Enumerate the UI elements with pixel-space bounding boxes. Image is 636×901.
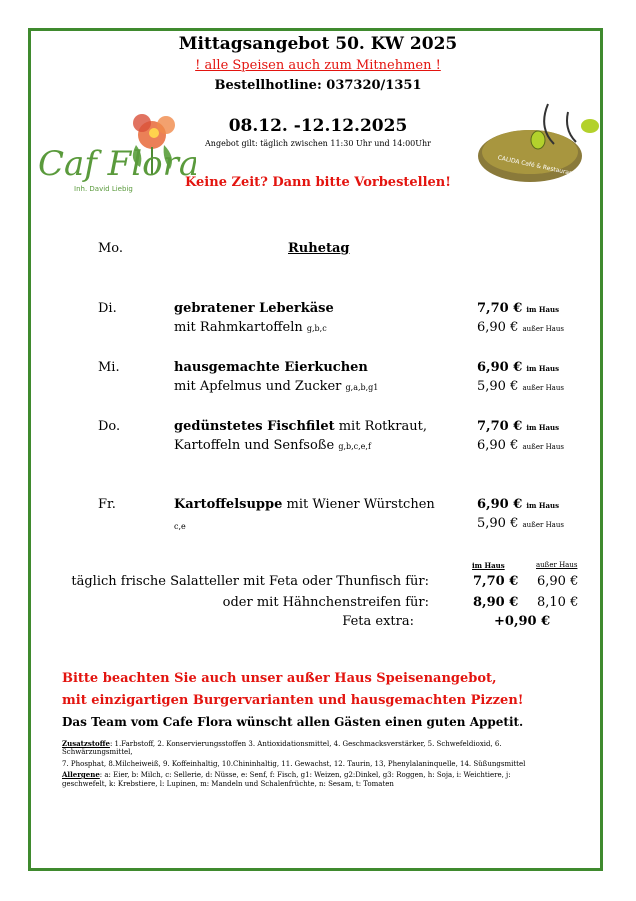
salad-head-in: im Haus (472, 561, 505, 570)
page-title: Mittagsangebot 50. KW 2025 (178, 34, 458, 54)
price-tuesday-in: 7,70 € im Haus (477, 301, 560, 316)
preorder-notice: Keine Zeit? Dann bitte Vorbestellen! (185, 175, 451, 190)
svg-text:CALIDA Café & Restaurant: CALIDA Café & Restaurant (497, 154, 576, 178)
day-monday: Mo. (98, 241, 124, 256)
dish-friday-name: Kartoffelsuppe mit Wiener Würstchen (174, 497, 435, 512)
dish-thursday-name: gedünstetes Fischfilet mit Rotkraut, (174, 419, 427, 434)
price-tuesday-out: 6,90 € außer Haus (477, 320, 564, 335)
price-wednesday-in: 6,90 € im Haus (477, 360, 560, 375)
price-friday-in: 6,90 € im Haus (477, 497, 560, 512)
salad-row-2-label: oder mit Hähnchenstreifen für: (222, 595, 429, 610)
salad-row-3-label: Feta extra: (342, 614, 414, 629)
price-thursday-out: 6,90 € außer Haus (477, 438, 564, 453)
price-wednesday-out: 5,90 € außer Haus (477, 379, 564, 394)
additives-line-1: Zusatzstoffe: 1.Farbstoff, 2. Konservierungsstoffen 3. Antioxidationsmittel, 4. Geschmacksverstärker, 5. Schwefeldioxid, 6. (62, 739, 502, 748)
brand-text: Caf Flora (38, 144, 196, 184)
offer-note-line-1: Bitte beachten Sie auch unser außer Haus Speisenangebot, (62, 671, 497, 686)
date-range: 08.12. -12.12.2025 (228, 116, 408, 136)
dish-friday-allergens: c,e (174, 522, 186, 531)
salad-row-3-in: +0,90 € (494, 614, 551, 629)
allergens-line-1: Allergene: a: Eier, b: Milch, c: Sellerie, d: Nüsse, e: Senf, f: Fisch, g1: Weizen, g2:Dinkel, g3: Roggen, h: Soja, i: Weichtiere, j: (62, 770, 511, 779)
additives-line-2: Schwärzungsmittel, (62, 748, 133, 756)
salad-row-2-in: 8,90 € (473, 595, 519, 610)
dish-thursday-side: Kartoffeln und Senfsoße g,b,c,e,f (174, 438, 371, 453)
salad-row-1-label: täglich frische Salatteller mit Feta oder Thunfisch für: (71, 574, 429, 589)
salad-row-1-in: 7,70 € (473, 574, 519, 589)
day-thursday: Do. (98, 419, 121, 434)
price-thursday-in: 7,70 € im Haus (477, 419, 560, 434)
team-greeting: Das Team vom Cafe Flora wünscht allen Gästen einen guten Appetit. (62, 715, 524, 729)
price-friday-out: 5,90 € außer Haus (477, 516, 564, 531)
salad-head-out: außer Haus (536, 561, 578, 569)
dish-wednesday-side: mit Apfelmus und Zucker g,a,b,g1 (174, 379, 379, 394)
offer-note-line-2: mit einzigartigen Burgervarianten und hausgemachten Pizzen! (62, 693, 524, 708)
salad-row-2-out: 8,10 € (537, 595, 579, 610)
cafe-flora-logo (36, 105, 196, 205)
salad-row-1-out: 6,90 € (537, 574, 579, 589)
rest-day-label: Ruhetag (288, 241, 350, 256)
allergens-line-2: geschwefelt, k: Krebstiere, l: Lupinen, m: Mandeln und Schalenfrüchte, n: Sesam, t: Tomaten (62, 780, 394, 788)
day-wednesday: Mi. (98, 360, 120, 375)
day-friday: Fr. (98, 497, 116, 512)
dish-tuesday-side: mit Rahmkartoffeln g,b,c (174, 320, 327, 335)
owner-text: Inh. David Liebig (74, 185, 133, 193)
dish-tuesday-name: gebratener Leberkäse (174, 301, 334, 316)
day-tuesday: Di. (98, 301, 117, 316)
validity-note: Angebot gilt: täglich zwischen 11:30 Uhr und 14:00Uhr (205, 139, 431, 148)
takeaway-notice: ! alle Speisen auch zum Mitnehmen ! (195, 58, 441, 73)
additives-line-3: 7. Phosphat, 8.Milcheiweiß, 9. Koffeinhaltig, 10.Chininhaltig, 11. Gewachst, 12. Taurin, 13, Phenylalaninquelle, 14. Süßungsmittel (62, 760, 526, 768)
order-hotline: Bestellhotline: 037320/1351 (214, 78, 422, 93)
calida-logo (468, 98, 608, 198)
dish-wednesday-name: hausgemachte Eierkuchen (174, 360, 368, 375)
